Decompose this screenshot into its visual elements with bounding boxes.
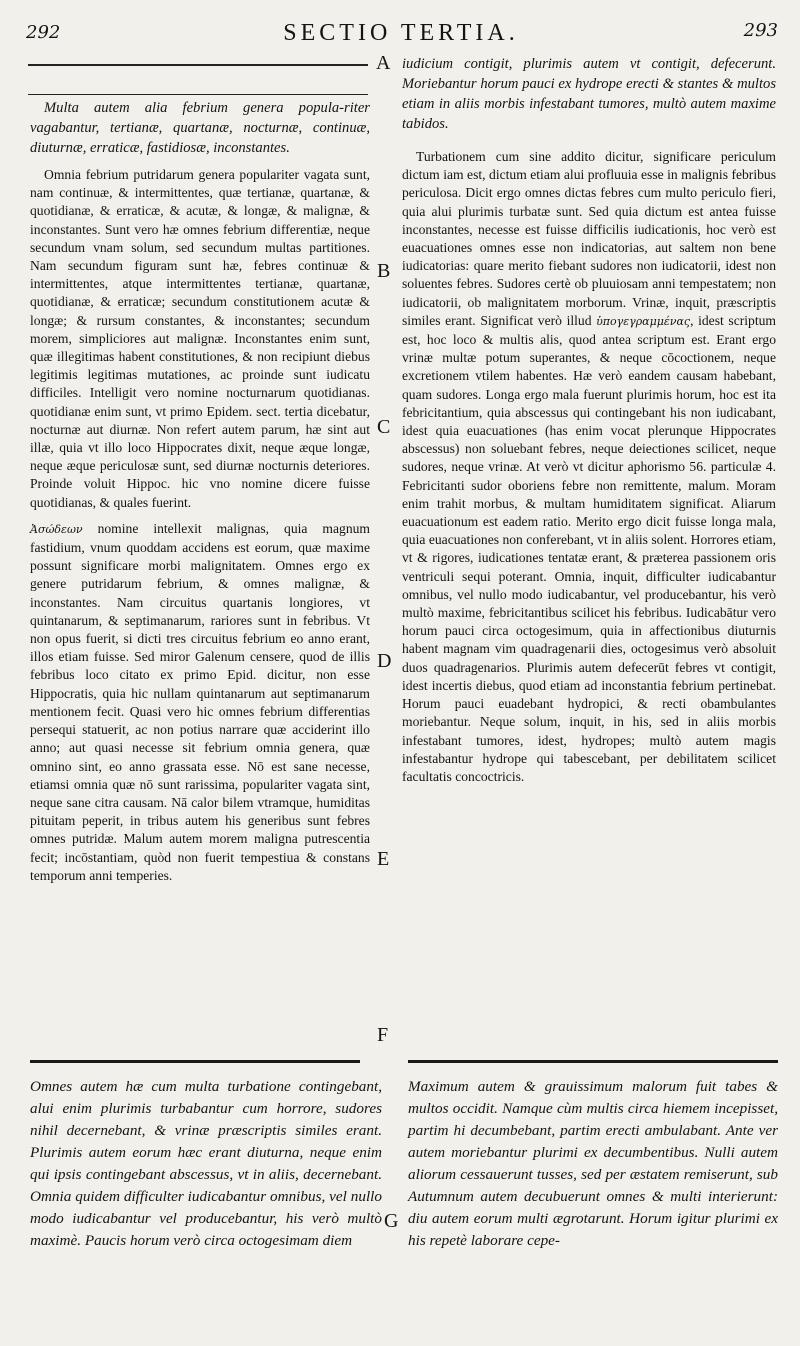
greek-word-left: Ἀσώδεων <box>30 522 83 536</box>
right-commentary-1: Turbationem cum sine addito dicitur, significare periculum dictum iam est, dictum etiam alui profluuia esse in malignis febribus periculosa. Dicit ergo omnes dictas febres cum multo periculo fieri, quia alui plurimis turbatæ sunt. Sed quia dictum est antea fuisse inconstantes, necesse est fuisse difficilis iudicationis, hoc verò est euacuationes omnes esse non indicatorias, aut saltem non bene iudicatorias: quare merito fiebant sudores non iudicatorii, idest non soluentes febres. Sudores certè ob pluuiosam anni tempestatem; non iudicatorii, ob malignitatem morborum. Vrinæ, inquit, præscriptis similes erant. Significat verò illud <box>402 149 776 328</box>
margin-letter-a: A <box>376 52 391 74</box>
right-lemma: iudicium contigit, plurimis autem vt contigit, defecerunt. Moriebantur horum pauci ex hydrope erecti & stantes & multos etiam in aliis morbis infestabant tumores, multò autem maxime tabidos. <box>402 56 776 132</box>
greek-word-right: ὑπογεγραμμένας <box>596 314 691 328</box>
page-number-left: 292 <box>26 22 61 43</box>
page-header <box>22 20 780 50</box>
footer-right-text: Maximum autem & grauissimum malorum fuit tabes & multos occidit. Namque cùm multis circa hiemem incepisset, partim hi decumbebant, partim erecti ambulabant. Ante ver autem moriebantur plurimi ex decumbentibus. Nulli autem aliorum cessauerunt tusses, sed per æstatem remiserunt, sub Autumnum autem decubuerunt omnes & multi interierunt: diu autem eorum multi ægrotarunt. Horum igitur plurimi ex his repetè laborare cepe- <box>408 1078 778 1249</box>
right-commentary-2: , idest scriptum est, hoc loco & multis alis, quod antea scriptum est. Erant ergo vrinæ multæ potum superantes, & neque cōcoctionem, neque excretionem vtilem habentes. Hæ verò eandem causam habebant, quam sudores. Longa ergo mala fuerunt plurimis horum, hoc est ita febricitantium, quia abscessus qui contingebant his non iudicabant, idest quia euacuationes (has enim vocat plerunque Hippocrates abscessus) non soluebant febres, neque deiectiones scilicet, neque sudores, neque vrinæ. At verò vt dicitur aphorismo 56. particulæ 4. Febricitanti sudor oboriens febre non remittente, malum. Moram enim trahit morbus, & multam humiditatem significat. Aliarum euacuationum est eadem ratio. Merito ergo dicit fuisse longa mala, quia euacuationes non conferebant, vt in aliis solent. Horrores etiam, vt & rigores, iudicationes tentatæ erant, & præterea passionem oris ventriculi sequi poterant. Omnia, inquit, difficulter iudicabantur omnibus, vel nullo modo iudicabantur, vel producebantur, his verò multò maxime, febricitantibus scilicet his febribus. Iudicabātur vero horum pauci circa octogesimum, quia in affectionibus diuturnis habent magnam vim quadragenarii dies, octogesimus verò absoluit duos quadragenarios. Plurimis autem defecerūt febres vt contigit, idest incertis diebus, quod etiam ad inconstantia febrium pertinebat. Horum pauci euadebant hydropici, & recti obambulantes moriebantur. Neque solum, inquit, in his, sed in aliis morbis infestabant tumores, idest, hydropes; multò autem magis infestabantur hydrope qui tabescebant, per debilitatem scilicet facultatis concoctricis. <box>402 312 776 784</box>
page-number-right: 293 <box>743 20 778 41</box>
margin-letter-f: F <box>377 1024 389 1046</box>
header-rule-left <box>28 64 368 66</box>
footer-left-lemma <box>30 1076 382 1252</box>
left-lemma: Multa autem alia febrium genera popula-riter vagabantur, tertianæ, quartanæ, nocturnæ, continuæ, diuturnæ, erraticæ, fastidiosæ, inconstantes. <box>30 100 370 156</box>
margin-letter-e: E <box>377 848 390 870</box>
left-commentary-cont <box>30 520 370 885</box>
footer-right-lemma <box>408 1076 778 1252</box>
margin-letter-c: C <box>377 416 391 438</box>
footer-rule-right <box>408 1060 778 1063</box>
running-head: SECTIO TERTIA. <box>283 20 519 46</box>
margin-letter-d: D <box>377 650 392 672</box>
footer-left-text: Omnes autem hæ cum multa turbatione contingebant, alui enim plurimis turbabantur cum horrore, sudores nihil decernebant, & vrinæ præscriptis similes erant. Plurimis autem eorum hæc erant diuturna, neque enim qui ipsis contingebant abscessus, vt in aliis, decernebant. Omnia quidem difficulter iudicabantur omnibus, vel nullo modo iudicabantur vel producebantur, his verò multò maximè. Paucis horum verò circa octogesimam diem <box>30 1078 382 1249</box>
left-column <box>30 98 370 893</box>
footer-rule-left <box>30 1060 360 1063</box>
margin-letter-g: G <box>384 1210 399 1232</box>
left-commentary-2: nomine intellexit malignas, quia magnum fastidium, vnum quoddam accidens est eorum, quæ maxime possunt significare morbi malignitatem. Omnes ergo ex genere putridarum febrium, & omnes malignæ, & inconstantes. Nam circuitus quartanis longiores, vt quintanarum, & septimanarum, rariores sunt in febribus. Vt non opus fuerit, si dicti tres circuitus febrium eo anno erant, illos etiam fuisse. Sed miror Galenum censere, quod de illis febribus loco citato ex primo Epid. dicitur, non esse Hippocratis, quia hic nullam quintanarum aut septimanarum mentionem fecit. Quasi vero hic omnes febrium differentias persequi statuerit, ac non potius narrare quæ acciderint illo anno; aut quasi necesse sit febrium omnia genera, quæ omnino sint, eo anno grassata esse. Nō est sane necesse, etiamsi omnia quæ nō sunt rarissima, populariter vagata sint, neque sane citra causam. Nā calor bilem vtramque, humiditas pituitam peperit, in tribus autem his generibus sunt febres omnes putridæ. Malum autem morem maligna putrescentia fecit; incōstantiam, quòd non fuerit tempestiua & constans temporum anni temperies. <box>30 520 370 883</box>
right-commentary <box>402 148 776 786</box>
right-column <box>402 54 776 794</box>
left-commentary: Omnia febrium putridarum genera populariter vagata sunt, nam continuæ, & intermittentes, quæ tertianæ, quartanæ, & quotidianæ, & erraticæ, & acutæ, & longæ, & malignæ, & inconstantes. Sunt vero hæ omnes febrium differentiæ, neque secundum vnam solum, sed secundum multas partitiones. Nam secundum figuram sunt hæ, febres continuæ & intermittentes, atque intermittentes tertianæ, quartanæ, quotidianæ, & erraticæ; secundum constitutionem acutæ & longæ; & rursum constantes, & inconstantes; secundum morem, simpliciores aut malignæ. Inconstantes enim sunt, quæ illegitimas habent constitutiones, & non recipiunt diebus legitimis legitimas mutationes, ac proinde sunt iudicatu difficiles. Intelligit vero nomine nocturnarum quotidianas. quotidianæ enim sunt, vt primo Epidem. sect. tertia dicebatur, nocturnæ aut diurnæ. Non refert autem parum, hæ sint aut illæ, quia vt illo loco Hippocrates dixit, neque æque longæ, neque æque periculosæ sunt, sed diurnæ nocturnis deteriores. Proinde voluit Hippoc. hic vno nomine dicere fuisse quotidianas, & quales fuerint. <box>30 167 370 510</box>
lemma-rule-left <box>28 94 368 95</box>
margin-letter-b: B <box>377 260 391 282</box>
